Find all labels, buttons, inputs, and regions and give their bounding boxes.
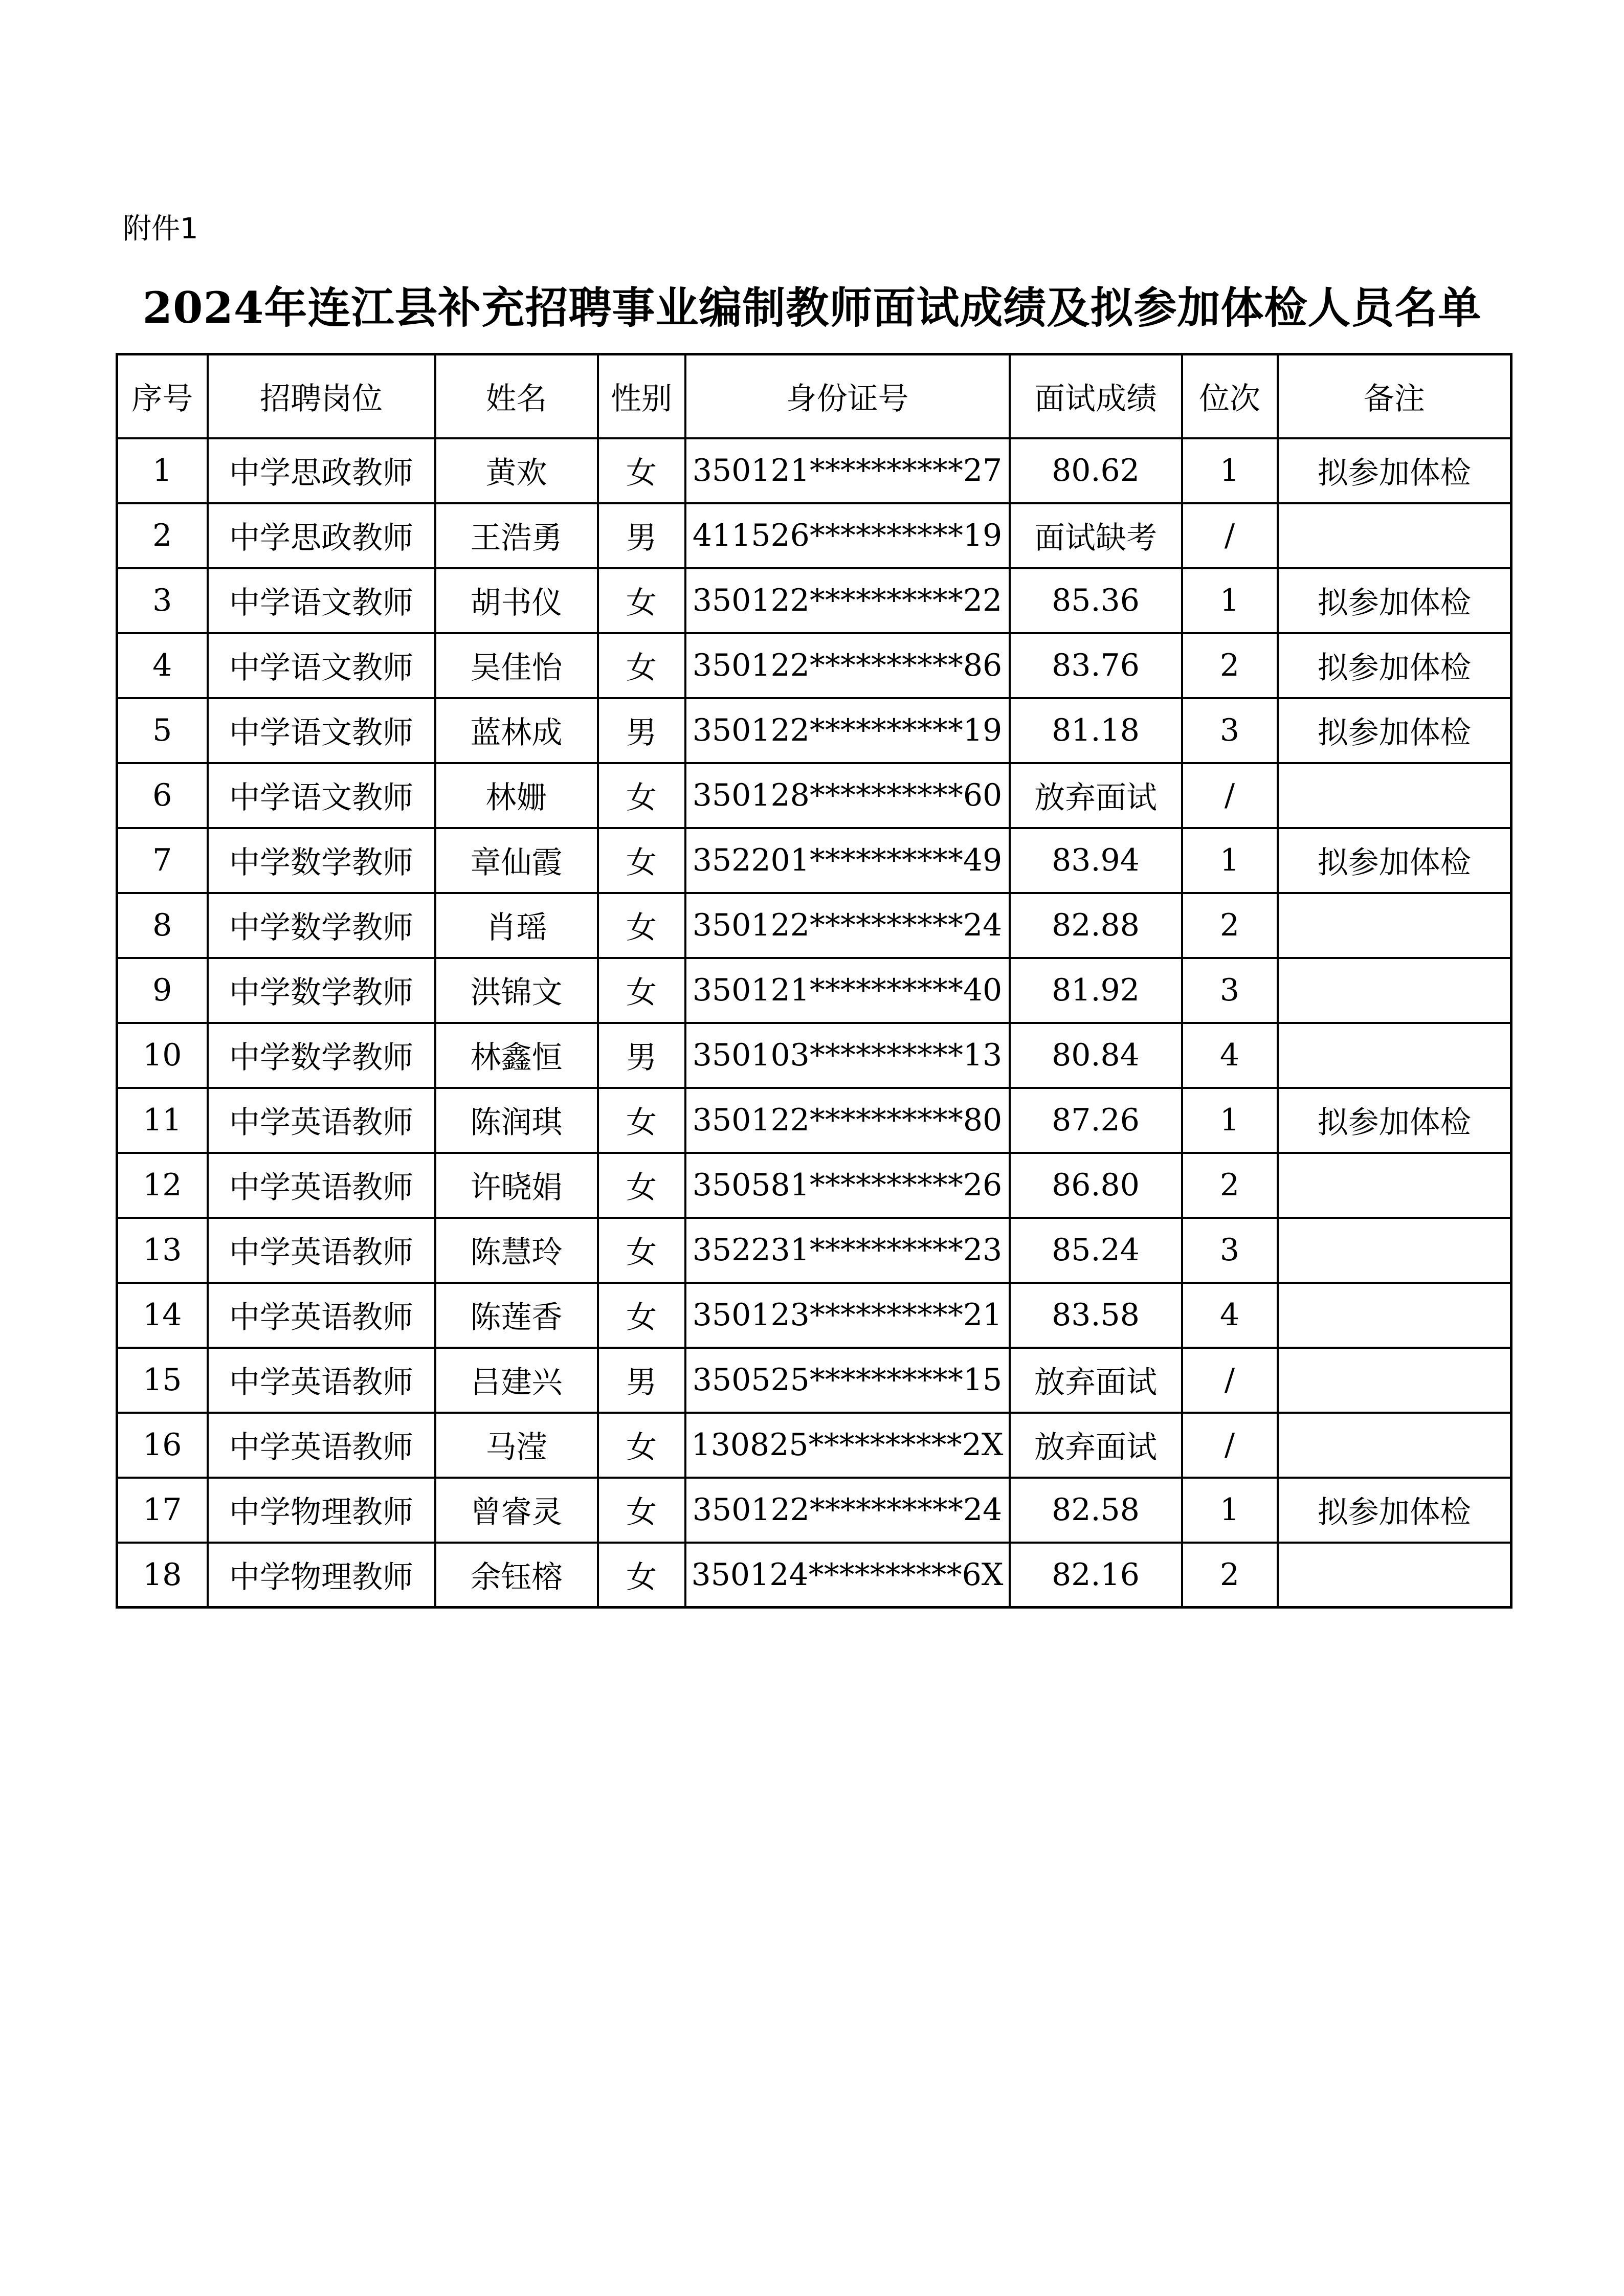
cell-interview-score: 83.94 [1010, 828, 1182, 893]
cell-id-number: 350122**********22 [685, 568, 1010, 633]
cell-position: 中学数学教师 [208, 958, 435, 1023]
cell-position: 中学数学教师 [208, 828, 435, 893]
cell-index: 10 [117, 1023, 208, 1088]
col-header-rank: 位次 [1182, 354, 1278, 438]
cell-id-number: 350128**********60 [685, 763, 1010, 828]
cell-index: 7 [117, 828, 208, 893]
cell-rank: 4 [1182, 1283, 1278, 1348]
cell-name: 肖瑶 [435, 893, 598, 958]
cell-gender: 女 [598, 1153, 685, 1218]
cell-position: 中学英语教师 [208, 1348, 435, 1413]
cell-name: 陈慧玲 [435, 1218, 598, 1283]
cell-rank: 1 [1182, 1478, 1278, 1543]
cell-interview-score: 82.58 [1010, 1478, 1182, 1543]
cell-position: 中学语文教师 [208, 633, 435, 698]
cell-rank: 3 [1182, 958, 1278, 1023]
cell-position: 中学英语教师 [208, 1088, 435, 1153]
cell-index: 11 [117, 1088, 208, 1153]
cell-interview-score: 放弃面试 [1010, 1413, 1182, 1478]
cell-interview-score: 80.62 [1010, 438, 1182, 503]
cell-position: 中学英语教师 [208, 1413, 435, 1478]
col-header-index: 序号 [117, 354, 208, 438]
cell-interview-score: 83.76 [1010, 633, 1182, 698]
cell-remark: 拟参加体检 [1278, 1478, 1511, 1543]
table-row [117, 1543, 1511, 1608]
cell-position: 中学数学教师 [208, 1023, 435, 1088]
cell-rank: / [1182, 1413, 1278, 1478]
cell-gender: 女 [598, 1088, 685, 1153]
table-row [117, 503, 1511, 568]
cell-position: 中学英语教师 [208, 1283, 435, 1348]
cell-id-number: 350121**********40 [685, 958, 1010, 1023]
cell-position: 中学英语教师 [208, 1153, 435, 1218]
table-row [117, 1153, 1511, 1218]
col-header-name: 姓名 [435, 354, 598, 438]
cell-name: 洪锦文 [435, 958, 598, 1023]
cell-gender: 男 [598, 503, 685, 568]
cell-rank: 3 [1182, 1218, 1278, 1283]
table-row [117, 1023, 1511, 1088]
table-row [117, 1348, 1511, 1413]
cell-gender: 男 [598, 1348, 685, 1413]
cell-index: 18 [117, 1543, 208, 1608]
cell-id-number: 350121**********27 [685, 438, 1010, 503]
cell-interview-score: 85.24 [1010, 1218, 1182, 1283]
cell-id-number: 350124**********6X [685, 1543, 1010, 1608]
cell-name: 余钰榕 [435, 1543, 598, 1608]
page-title: 2024年连江县补充招聘事业编制教师面试成绩及拟参加体检人员名单 [142, 282, 1482, 333]
cell-id-number: 350122**********19 [685, 698, 1010, 763]
cell-id-number: 350581**********26 [685, 1153, 1010, 1218]
cell-name: 王浩勇 [435, 503, 598, 568]
cell-gender: 女 [598, 633, 685, 698]
table-row [117, 1283, 1511, 1348]
cell-rank: / [1182, 763, 1278, 828]
cell-name: 陈莲香 [435, 1283, 598, 1348]
table-row [117, 958, 1511, 1023]
cell-rank: 1 [1182, 568, 1278, 633]
cell-remark [1278, 1153, 1511, 1218]
cell-remark [1278, 1218, 1511, 1283]
col-header-remark: 备注 [1278, 354, 1511, 438]
cell-interview-score: 82.88 [1010, 893, 1182, 958]
cell-name: 吕建兴 [435, 1348, 598, 1413]
cell-gender: 女 [598, 1413, 685, 1478]
cell-gender: 女 [598, 958, 685, 1023]
cell-position: 中学语文教师 [208, 568, 435, 633]
cell-name: 马滢 [435, 1413, 598, 1478]
cell-position: 中学语文教师 [208, 763, 435, 828]
cell-remark: 拟参加体检 [1278, 568, 1511, 633]
cell-remark [1278, 893, 1511, 958]
cell-id-number: 350103**********13 [685, 1023, 1010, 1088]
cell-index: 17 [117, 1478, 208, 1543]
table-row [117, 698, 1511, 763]
results-table [116, 353, 1512, 1609]
cell-name: 章仙霞 [435, 828, 598, 893]
cell-rank: 1 [1182, 1088, 1278, 1153]
cell-index: 9 [117, 958, 208, 1023]
cell-rank: 2 [1182, 893, 1278, 958]
cell-id-number: 352201**********49 [685, 828, 1010, 893]
cell-gender: 女 [598, 1543, 685, 1608]
cell-id-number: 350122**********86 [685, 633, 1010, 698]
cell-index: 16 [117, 1413, 208, 1478]
cell-position: 中学语文教师 [208, 698, 435, 763]
cell-index: 3 [117, 568, 208, 633]
cell-name: 陈润琪 [435, 1088, 598, 1153]
cell-position: 中学思政教师 [208, 438, 435, 503]
cell-index: 6 [117, 763, 208, 828]
cell-id-number: 350122**********24 [685, 1478, 1010, 1543]
table-row [117, 1218, 1511, 1283]
cell-remark [1278, 1023, 1511, 1088]
cell-rank: 1 [1182, 438, 1278, 503]
cell-id-number: 350123**********21 [685, 1283, 1010, 1348]
cell-remark [1278, 1283, 1511, 1348]
cell-index: 2 [117, 503, 208, 568]
cell-name: 林鑫恒 [435, 1023, 598, 1088]
cell-interview-score: 面试缺考 [1010, 503, 1182, 568]
cell-interview-score: 82.16 [1010, 1543, 1182, 1608]
cell-index: 12 [117, 1153, 208, 1218]
cell-rank: / [1182, 1348, 1278, 1413]
header-row [117, 354, 1511, 438]
cell-rank: 1 [1182, 828, 1278, 893]
cell-gender: 女 [598, 1478, 685, 1543]
cell-interview-score: 86.80 [1010, 1153, 1182, 1218]
col-header-interview-score: 面试成绩 [1010, 354, 1182, 438]
table-header [117, 354, 1511, 438]
cell-gender: 女 [598, 1218, 685, 1283]
cell-gender: 男 [598, 698, 685, 763]
cell-position: 中学物理教师 [208, 1478, 435, 1543]
cell-gender: 女 [598, 438, 685, 503]
table-row [117, 438, 1511, 503]
cell-gender: 女 [598, 1283, 685, 1348]
table-row [117, 633, 1511, 698]
cell-id-number: 130825**********2X [685, 1413, 1010, 1478]
cell-interview-score: 81.18 [1010, 698, 1182, 763]
table-row [117, 568, 1511, 633]
table-row [117, 1413, 1511, 1478]
cell-id-number: 411526**********19 [685, 503, 1010, 568]
cell-interview-score: 80.84 [1010, 1023, 1182, 1088]
table-row [117, 763, 1511, 828]
cell-remark [1278, 1543, 1511, 1608]
cell-id-number: 352231**********23 [685, 1218, 1010, 1283]
table-row [117, 828, 1511, 893]
cell-gender: 女 [598, 568, 685, 633]
cell-rank: 3 [1182, 698, 1278, 763]
cell-remark: 拟参加体检 [1278, 438, 1511, 503]
cell-name: 黄欢 [435, 438, 598, 503]
table-body [117, 438, 1511, 1608]
cell-remark [1278, 958, 1511, 1023]
col-header-gender: 性别 [598, 354, 685, 438]
cell-name: 吴佳怡 [435, 633, 598, 698]
cell-remark: 拟参加体检 [1278, 633, 1511, 698]
table-row [117, 1478, 1511, 1543]
cell-gender: 女 [598, 893, 685, 958]
cell-remark: 拟参加体检 [1278, 828, 1511, 893]
cell-index: 5 [117, 698, 208, 763]
cell-interview-score: 85.36 [1010, 568, 1182, 633]
cell-remark: 拟参加体检 [1278, 1088, 1511, 1153]
cell-name: 许晓娟 [435, 1153, 598, 1218]
cell-index: 1 [117, 438, 208, 503]
cell-id-number: 350122**********24 [685, 893, 1010, 958]
cell-interview-score: 83.58 [1010, 1283, 1182, 1348]
cell-remark [1278, 1348, 1511, 1413]
cell-index: 14 [117, 1283, 208, 1348]
cell-rank: 4 [1182, 1023, 1278, 1088]
cell-name: 胡书仪 [435, 568, 598, 633]
cell-rank: / [1182, 503, 1278, 568]
cell-rank: 2 [1182, 633, 1278, 698]
cell-remark [1278, 763, 1511, 828]
cell-rank: 2 [1182, 1153, 1278, 1218]
table-row [117, 1088, 1511, 1153]
col-header-position: 招聘岗位 [208, 354, 435, 438]
cell-remark: 拟参加体检 [1278, 698, 1511, 763]
cell-id-number: 350525**********15 [685, 1348, 1010, 1413]
annex-label: 附件1 [123, 212, 198, 246]
cell-index: 8 [117, 893, 208, 958]
cell-gender: 女 [598, 828, 685, 893]
cell-remark [1278, 1413, 1511, 1478]
cell-rank: 2 [1182, 1543, 1278, 1608]
cell-name: 林姗 [435, 763, 598, 828]
cell-position: 中学思政教师 [208, 503, 435, 568]
table-row [117, 893, 1511, 958]
cell-name: 蓝林成 [435, 698, 598, 763]
cell-id-number: 350122**********80 [685, 1088, 1010, 1153]
cell-position: 中学数学教师 [208, 893, 435, 958]
cell-index: 13 [117, 1218, 208, 1283]
cell-position: 中学英语教师 [208, 1218, 435, 1283]
cell-index: 15 [117, 1348, 208, 1413]
cell-gender: 男 [598, 1023, 685, 1088]
cell-index: 4 [117, 633, 208, 698]
col-header-id-number: 身份证号 [685, 354, 1010, 438]
cell-interview-score: 放弃面试 [1010, 1348, 1182, 1413]
cell-interview-score: 放弃面试 [1010, 763, 1182, 828]
cell-remark [1278, 503, 1511, 568]
cell-gender: 女 [598, 763, 685, 828]
cell-interview-score: 81.92 [1010, 958, 1182, 1023]
cell-position: 中学物理教师 [208, 1543, 435, 1608]
cell-interview-score: 87.26 [1010, 1088, 1182, 1153]
cell-name: 曾睿灵 [435, 1478, 598, 1543]
